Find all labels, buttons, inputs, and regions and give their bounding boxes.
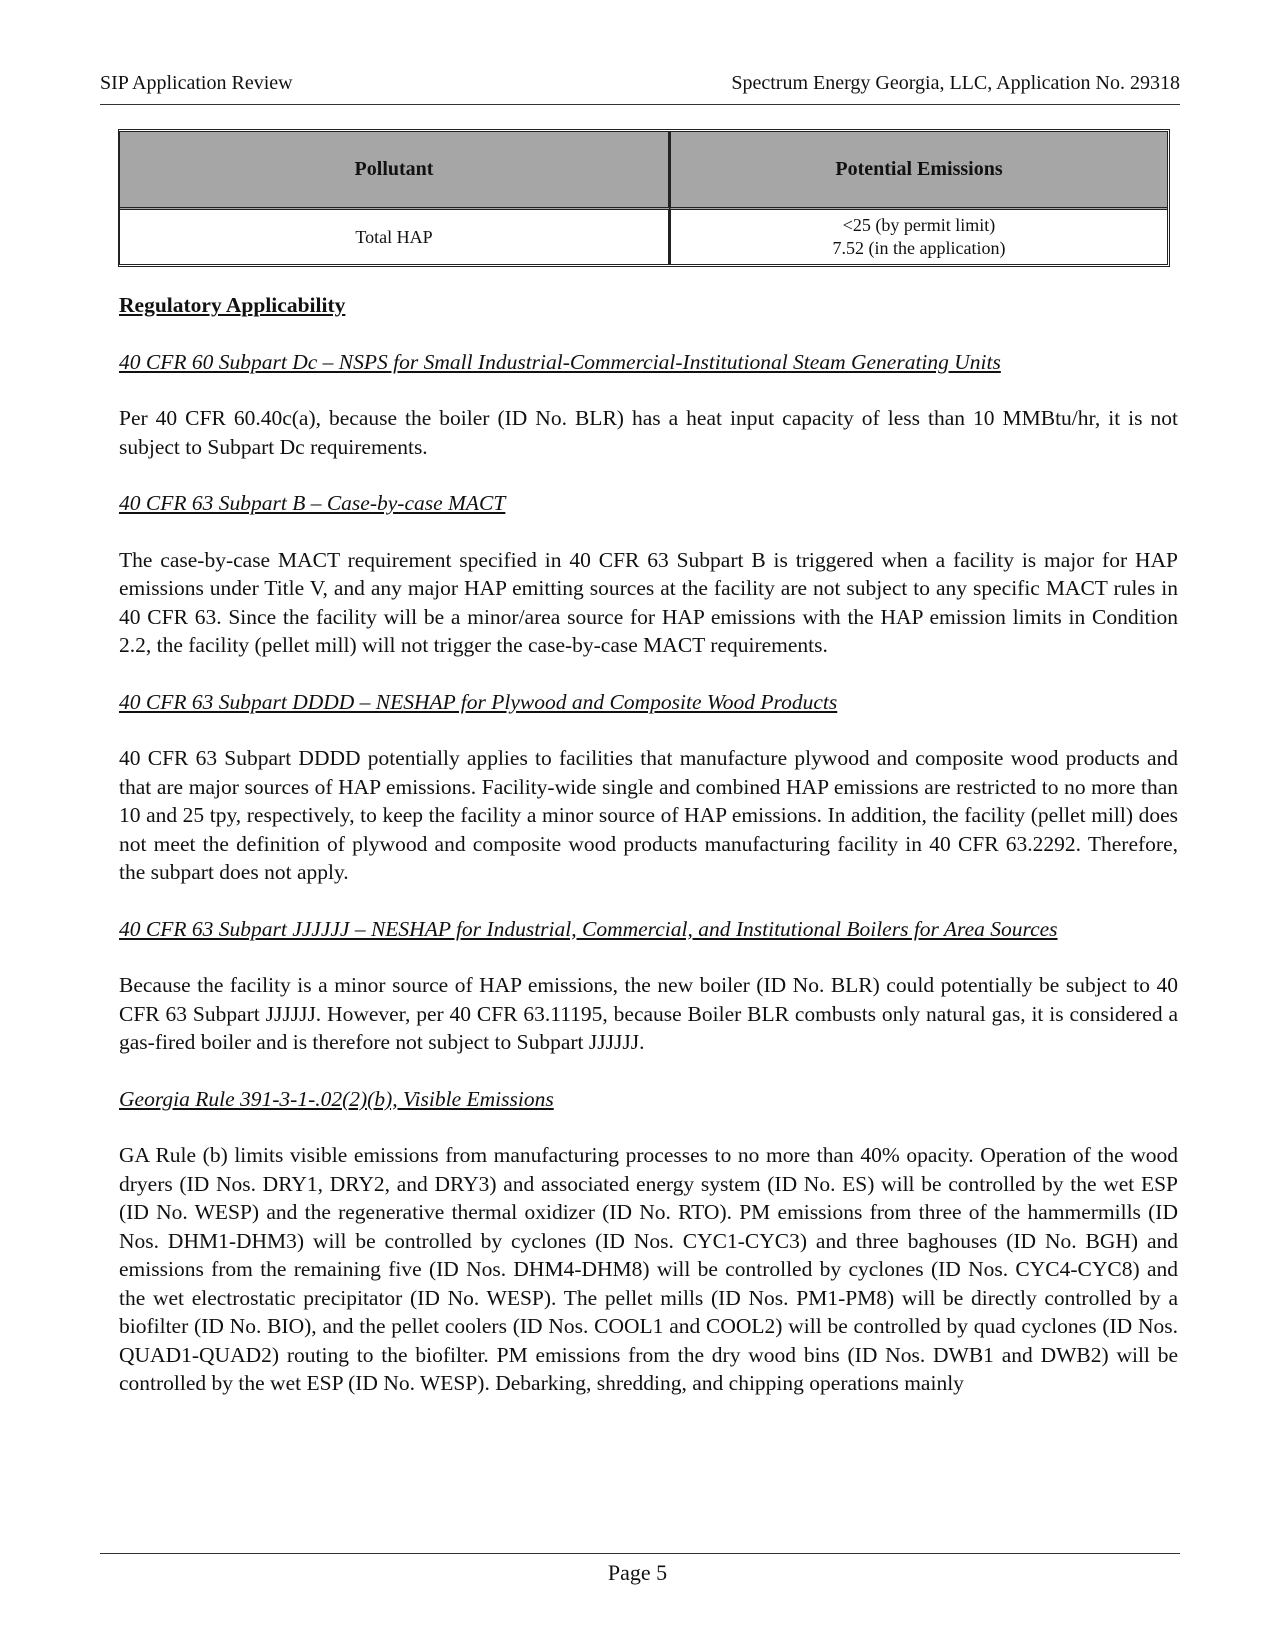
paragraph-subpart-b: The case-by-case MACT requirement specified in 40 CFR 63 Subpart B is triggered when a facility is major for HAP emissions under Title V, and any major HAP emitting sources at the facility are not subject to any specific MACT rules in 40 CFR 63. Since the facility will be a minor/area source for HAP emissions with the HAP emission limits in Condition 2.2, the facility (pellet mill) will not trigger the case-by-case MACT requirements. — [119, 547, 1178, 657]
table-row — [120, 210, 1167, 264]
subsection-heading-visible-emissions: Georgia Rule 391-3-1-.02(2)(b), Visible Emissions — [119, 1086, 554, 1111]
emissions-application-value: 7.52 (in the application) — [832, 238, 1006, 258]
page-header — [100, 72, 1180, 95]
paragraph-subpart-dddd: 40 CFR 63 Subpart DDDD potentially applies to facilities that manufacture plywood and composite wood products and that are major sources of HAP emissions. Facility-wide single and combined HAP emissions are restricted to no more than 10 and 25 tpy, respectively, to keep the facility a minor source of HAP emissions. In addition, the facility (pellet mill) does not meet the definition of plywood and composite wood products manufacturing facility in 40 CFR 63.2292. Therefore, the subpart does not apply. — [119, 746, 1178, 884]
emissions-table — [118, 129, 1170, 267]
subsection-heading-subpart-jjjjjj: 40 CFR 63 Subpart JJJJJJ – NESHAP for Industrial, Commercial, and Institutional Boilers for Area Sources — [119, 916, 1058, 941]
paragraph-visible-emissions: GA Rule (b) limits visible emissions from manufacturing processes to no more than 40% opacity. Operation of the wood dryers (ID Nos. DRY1, DRY2, and DRY3) and associated energy system (ID No. ES) will be controlled by the wet ESP (ID No. WESP) and the regenerative thermal oxidizer (ID No. RTO). PM emissions from three of the hammermills (ID Nos. DHM1-DHM3) will be controlled by cyclones (ID Nos. CYC1-CYC3) and three baghouses (ID No. BGH) and emissions from the remaining five (ID Nos. DHM4-DHM8) will be controlled by cyclones (ID Nos. CYC4-CYC8) and the wet electrostatic precipitator (ID No. WESP). The pellet mills (ID Nos. PM1-PM8) will be directly controlled by a biofilter (ID No. BIO), and the pellet coolers (ID Nos. COOL1 and COOL2) will be controlled by quad cyclones (ID Nos. QUAD1-QUAD2) routing to the biofilter. PM emissions from the dry wood bins (ID Nos. DWB1 and DWB2) will be controlled by the wet ESP (ID No. WESP). Debarking, shredding, and chipping operations mainly — [119, 1143, 1178, 1395]
footer-divider — [100, 1553, 1180, 1554]
paragraph-subpart-jjjjjj: Because the facility is a minor source of HAP emissions, the new boiler (ID No. BLR) could potentially be subject to 40 CFR 63 Subpart JJJJJJ. However, per 40 CFR 63.11195, because Boiler BLR combusts only natural gas, it is considered a gas-fired boiler and is therefore not subject to Subpart JJJJJJ. — [119, 973, 1178, 1054]
subsection-heading-subpart-dc: 40 CFR 60 Subpart Dc – NSPS for Small Industrial-Commercial-Institutional Steam Generating Units — [119, 349, 1001, 374]
cell-potential-emissions — [670, 210, 1167, 264]
header-document-title: SIP Application Review — [100, 72, 293, 94]
header-divider — [100, 104, 1180, 105]
column-header-pollutant: Pollutant — [120, 132, 670, 210]
paragraph-subpart-dc: Per 40 CFR 60.40c(a), because the boiler (ID No. BLR) has a heat input capacity of less than 10 MMBtu/hr, it is not subject to Subpart Dc requirements. — [119, 406, 1178, 459]
table-header-row — [120, 132, 1167, 210]
section-title: Regulatory Applicability — [119, 293, 346, 317]
emissions-permit-limit: <25 (by permit limit) — [842, 215, 996, 235]
page-number: Page 5 — [607, 1560, 668, 1585]
subsection-heading-subpart-dddd: 40 CFR 63 Subpart DDDD – NESHAP for Plywood and Composite Wood Products — [119, 689, 838, 714]
cell-pollutant: Total HAP — [120, 210, 670, 264]
subsection-heading-subpart-b: 40 CFR 63 Subpart B – Case-by-case MACT — [119, 491, 506, 515]
header-application-info: Spectrum Energy Georgia, LLC, Application No. 29318 — [731, 72, 1180, 94]
document-body — [119, 291, 1178, 1426]
column-header-potential-emissions: Potential Emissions — [670, 132, 1167, 210]
